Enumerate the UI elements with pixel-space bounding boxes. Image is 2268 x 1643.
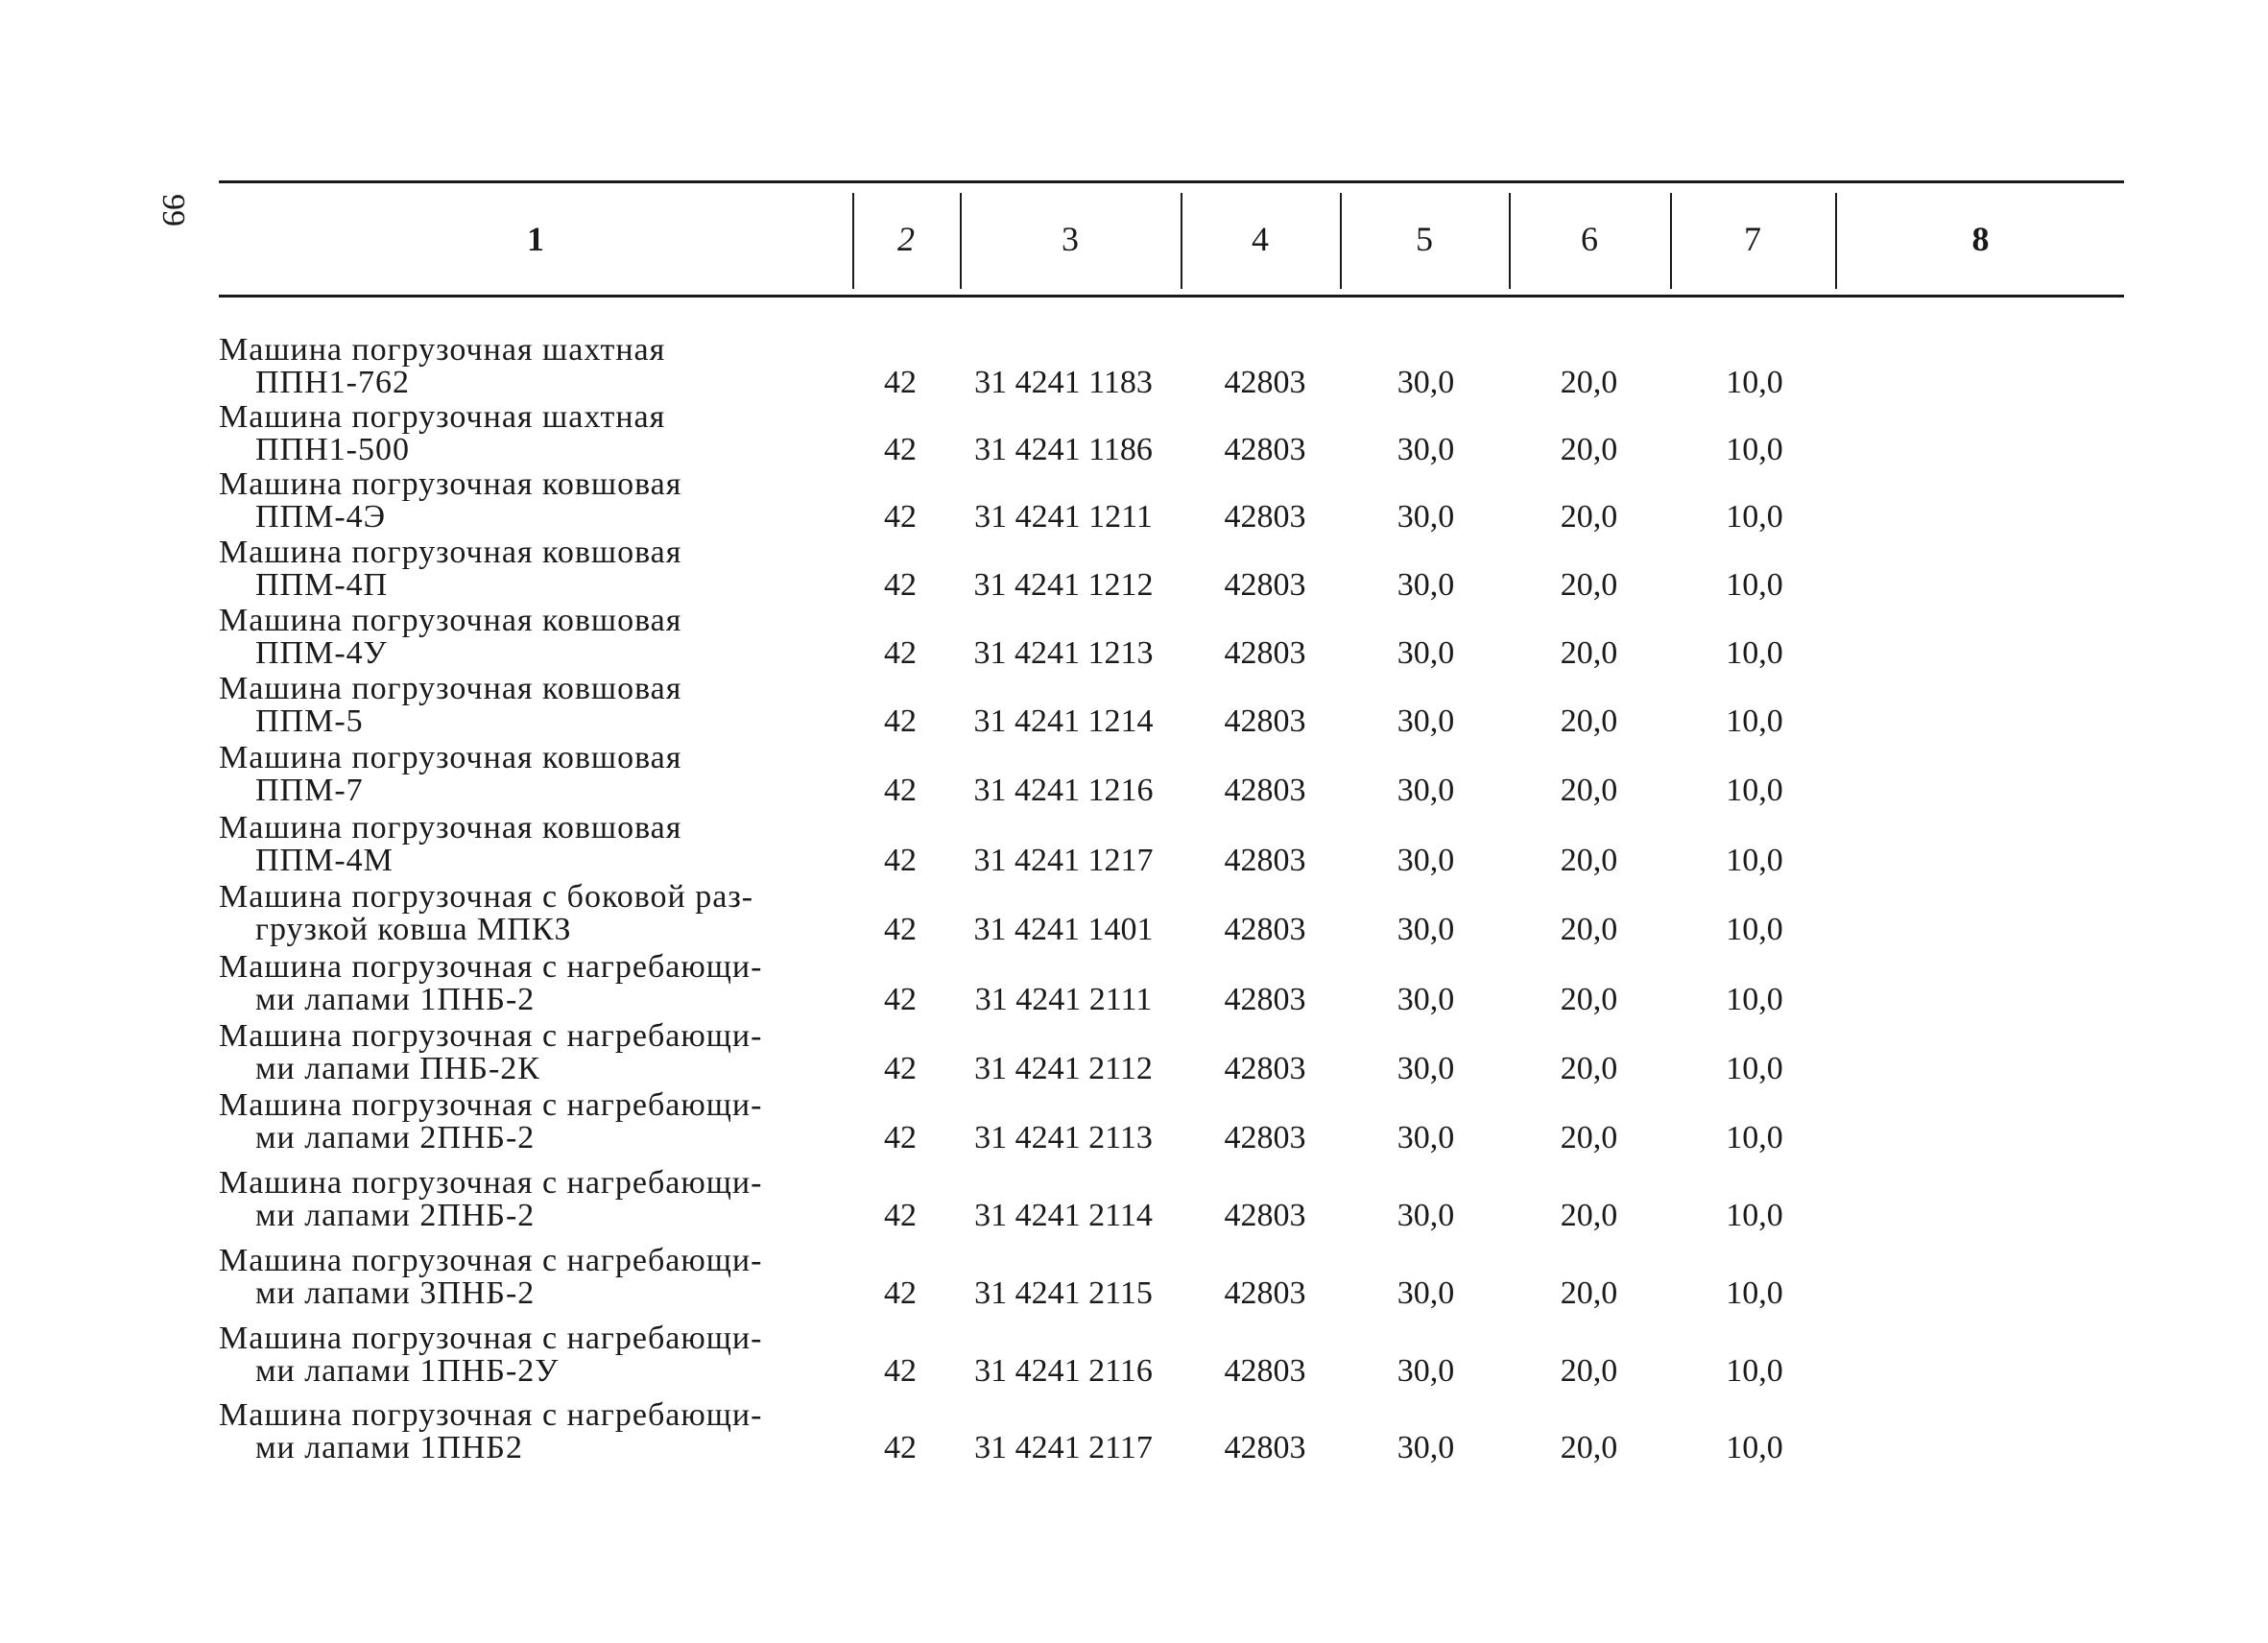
cell-col-6: 20,0 xyxy=(1560,843,1618,878)
cell-col-4: 42803 xyxy=(1224,703,1306,739)
cell-col-3: 31 4241 1217 xyxy=(973,843,1154,878)
item-name-line-2: ми лапами 2ПНБ-2 xyxy=(255,1120,536,1155)
cell-col-5: 30,0 xyxy=(1397,567,1455,603)
item-name-line-1: Машина погрузочная ковшовая xyxy=(219,810,682,845)
cell-col-3: 31 4241 2116 xyxy=(974,1353,1153,1389)
cell-col-5: 30,0 xyxy=(1397,982,1455,1017)
header-col-4: 4 xyxy=(1252,220,1269,258)
cell-col-3: 31 4241 2114 xyxy=(974,1198,1153,1233)
cell-col-5: 30,0 xyxy=(1397,1120,1455,1155)
item-name-line-2: ми лапами ПНБ-2К xyxy=(255,1051,540,1086)
item-name-line-2: ми лапами 3ПНБ-2 xyxy=(255,1275,536,1311)
cell-col-4: 42803 xyxy=(1224,365,1306,400)
item-name-line-1: Машина погрузочная с нагребающи- xyxy=(219,1397,763,1433)
cell-col-2: 42 xyxy=(884,703,917,739)
cell-col-2: 42 xyxy=(884,982,917,1017)
cell-col-4: 42803 xyxy=(1224,432,1306,467)
cell-col-2: 42 xyxy=(884,1430,917,1465)
cell-col-7: 10,0 xyxy=(1726,365,1783,400)
cell-col-2: 42 xyxy=(884,1198,917,1233)
cell-col-4: 42803 xyxy=(1224,912,1306,947)
cell-col-3: 31 4241 2112 xyxy=(974,1051,1153,1086)
table-row xyxy=(219,1245,2124,1314)
item-name xyxy=(219,605,843,670)
cell-col-2: 42 xyxy=(884,773,917,808)
cell-col-2: 42 xyxy=(884,432,917,467)
header-col-8: 8 xyxy=(1971,220,1990,258)
item-name-line-2: ППМ-4М xyxy=(255,843,394,878)
cell-col-4: 42803 xyxy=(1224,1275,1306,1311)
item-name xyxy=(219,1089,843,1155)
cell-col-4: 42803 xyxy=(1224,1120,1306,1155)
table-row xyxy=(219,812,2124,881)
cell-col-4: 42803 xyxy=(1224,499,1306,535)
item-name-line-1: Машина погрузочная с нагребающи- xyxy=(219,1321,763,1356)
cell-col-2: 42 xyxy=(884,912,917,947)
cell-col-4: 42803 xyxy=(1224,567,1306,603)
header-col-5: 5 xyxy=(1416,220,1433,258)
cell-col-7: 10,0 xyxy=(1726,703,1783,739)
cell-col-6: 20,0 xyxy=(1560,1120,1618,1155)
cell-col-2: 42 xyxy=(884,1275,917,1311)
cell-col-7: 10,0 xyxy=(1726,1198,1783,1233)
cell-col-3: 31 4241 2111 xyxy=(974,982,1153,1017)
cell-col-5: 30,0 xyxy=(1397,773,1455,808)
item-name-line-2: ППН1-762 xyxy=(255,365,410,400)
cell-col-7: 10,0 xyxy=(1726,499,1783,535)
cell-col-4: 42803 xyxy=(1224,1353,1306,1389)
item-name xyxy=(219,673,843,738)
cell-col-4: 42803 xyxy=(1224,843,1306,878)
cell-col-6: 20,0 xyxy=(1560,365,1618,400)
item-name xyxy=(219,951,843,1016)
cell-col-4: 42803 xyxy=(1224,982,1306,1017)
table-row xyxy=(219,881,2124,950)
cell-col-6: 20,0 xyxy=(1560,982,1618,1017)
item-name xyxy=(219,1245,843,1310)
cell-col-3: 31 4241 1212 xyxy=(973,567,1154,603)
cell-col-7: 10,0 xyxy=(1726,635,1783,671)
cell-col-5: 30,0 xyxy=(1397,843,1455,878)
cell-col-5: 30,0 xyxy=(1397,1353,1455,1389)
cell-col-5: 30,0 xyxy=(1397,1198,1455,1233)
header-col-6: 6 xyxy=(1581,220,1598,258)
table-row xyxy=(219,468,2124,537)
cell-col-3: 31 4241 1214 xyxy=(973,703,1154,739)
cell-col-6: 20,0 xyxy=(1560,432,1618,467)
item-name-line-2: ППМ-7 xyxy=(255,773,364,808)
table-row xyxy=(219,334,2124,403)
item-name-line-2: ППМ-4У xyxy=(255,635,388,671)
item-name-line-2: ППМ-4П xyxy=(255,567,389,603)
cell-col-4: 42803 xyxy=(1224,635,1306,671)
cell-col-7: 10,0 xyxy=(1726,1120,1783,1155)
cell-col-2: 42 xyxy=(884,365,917,400)
cell-col-6: 20,0 xyxy=(1560,499,1618,535)
cell-col-4: 42803 xyxy=(1224,1430,1306,1465)
item-name-line-1: Машина погрузочная с боковой раз- xyxy=(219,879,754,915)
item-name xyxy=(219,334,843,399)
table-row xyxy=(219,1167,2124,1236)
cell-col-7: 10,0 xyxy=(1726,912,1783,947)
table-row xyxy=(219,1322,2124,1392)
item-name xyxy=(219,1167,843,1232)
cell-col-5: 30,0 xyxy=(1397,1275,1455,1311)
cell-col-7: 10,0 xyxy=(1726,1430,1783,1465)
cell-col-3: 31 4241 2113 xyxy=(974,1120,1153,1155)
item-name-line-1: Машина погрузочная с нагребающи- xyxy=(219,1243,763,1278)
header-col-3: 3 xyxy=(1062,220,1079,258)
item-name-line-1: Машина погрузочная ковшовая xyxy=(219,671,682,706)
table-row xyxy=(219,951,2124,1020)
table-row xyxy=(219,401,2124,470)
cell-col-4: 42803 xyxy=(1224,1198,1306,1233)
item-name-line-1: Машина погрузочная с нагребающи- xyxy=(219,1018,763,1054)
cell-col-6: 20,0 xyxy=(1560,773,1618,808)
cell-col-2: 42 xyxy=(884,1120,917,1155)
table-header xyxy=(219,183,2124,295)
header-col-2: 2 xyxy=(897,220,915,258)
cell-col-5: 30,0 xyxy=(1397,1430,1455,1465)
item-name-line-2: ППМ-4Э xyxy=(255,499,387,535)
cell-col-6: 20,0 xyxy=(1560,1430,1618,1465)
item-name xyxy=(219,881,843,946)
cell-col-3: 31 4241 2115 xyxy=(974,1275,1153,1311)
cell-col-2: 42 xyxy=(884,567,917,603)
item-name-line-1: Машина погрузочная ковшовая xyxy=(219,535,682,570)
cell-col-7: 10,0 xyxy=(1726,1353,1783,1389)
page-number: 99 xyxy=(155,194,191,226)
cell-col-2: 42 xyxy=(884,843,917,878)
cell-col-7: 10,0 xyxy=(1726,432,1783,467)
cell-col-2: 42 xyxy=(884,635,917,671)
item-name-line-2: ми лапами 2ПНБ-2 xyxy=(255,1198,536,1233)
item-name-line-1: Машина погрузочная шахтная xyxy=(219,332,666,368)
cell-col-5: 30,0 xyxy=(1397,635,1455,671)
cell-col-3: 31 4241 1211 xyxy=(974,499,1153,535)
item-name-line-1: Машина погрузочная ковшовая xyxy=(219,740,682,775)
table-row xyxy=(219,742,2124,811)
cell-col-5: 30,0 xyxy=(1397,1051,1455,1086)
item-name-line-1: Машина погрузочная с нагребающи- xyxy=(219,949,763,985)
item-name-line-2: ППН1-500 xyxy=(255,432,410,467)
cell-col-6: 20,0 xyxy=(1560,635,1618,671)
item-name-line-2: грузкой ковша МПКЗ xyxy=(255,912,572,947)
cell-col-6: 20,0 xyxy=(1560,1275,1618,1311)
cell-col-5: 30,0 xyxy=(1397,912,1455,947)
cell-col-7: 10,0 xyxy=(1726,982,1783,1017)
table-header-rule xyxy=(219,295,2124,298)
cell-col-6: 20,0 xyxy=(1560,1198,1618,1233)
item-name xyxy=(219,812,843,877)
item-name-line-1: Машина погрузочная с нагребающи- xyxy=(219,1165,763,1201)
cell-col-7: 10,0 xyxy=(1726,1275,1783,1311)
item-name xyxy=(219,536,843,602)
cell-col-3: 31 4241 1216 xyxy=(973,773,1154,808)
cell-col-2: 42 xyxy=(884,1051,917,1086)
cell-col-6: 20,0 xyxy=(1560,912,1618,947)
table-row xyxy=(219,536,2124,606)
cell-col-6: 20,0 xyxy=(1560,567,1618,603)
cell-col-3: 31 4241 1213 xyxy=(973,635,1154,671)
item-name-line-2: ми лапами 1ПНБ-2 xyxy=(255,982,536,1017)
item-name-line-2: ми лапами 1ПНБ2 xyxy=(255,1430,523,1465)
table-row xyxy=(219,1399,2124,1468)
cell-col-3: 31 4241 1186 xyxy=(974,432,1153,467)
table-row xyxy=(219,1020,2124,1089)
cell-col-7: 10,0 xyxy=(1726,843,1783,878)
cell-col-6: 20,0 xyxy=(1560,1353,1618,1389)
cell-col-5: 30,0 xyxy=(1397,432,1455,467)
header-col-1: 1 xyxy=(527,220,544,258)
cell-col-3: 31 4241 1401 xyxy=(973,912,1154,947)
item-name xyxy=(219,401,843,466)
item-name-line-1: Машина погрузочная шахтная xyxy=(219,399,666,435)
header-col-7: 7 xyxy=(1744,220,1761,258)
cell-col-3: 31 4241 2117 xyxy=(974,1430,1153,1465)
item-name xyxy=(219,1399,843,1464)
item-name xyxy=(219,742,843,807)
item-name-line-1: Машина погрузочная с нагребающи- xyxy=(219,1087,763,1123)
cell-col-7: 10,0 xyxy=(1726,1051,1783,1086)
cell-col-4: 42803 xyxy=(1224,1051,1306,1086)
item-name xyxy=(219,1020,843,1085)
table-row xyxy=(219,673,2124,742)
cell-col-7: 10,0 xyxy=(1726,773,1783,808)
item-name xyxy=(219,1322,843,1388)
cell-col-6: 20,0 xyxy=(1560,1051,1618,1086)
item-name-line-2: ми лапами 1ПНБ-2У xyxy=(255,1353,560,1389)
cell-col-5: 30,0 xyxy=(1397,365,1455,400)
table-row xyxy=(219,1089,2124,1158)
cell-col-7: 10,0 xyxy=(1726,567,1783,603)
item-name-line-1: Машина погрузочная ковшовая xyxy=(219,603,682,638)
item-name-line-1: Машина погрузочная ковшовая xyxy=(219,466,682,502)
cell-col-5: 30,0 xyxy=(1397,703,1455,739)
item-name xyxy=(219,468,843,534)
cell-col-2: 42 xyxy=(884,1353,917,1389)
item-name-line-2: ППМ-5 xyxy=(255,703,364,739)
cell-col-5: 30,0 xyxy=(1397,499,1455,535)
cell-col-3: 31 4241 1183 xyxy=(974,365,1153,400)
cell-col-2: 42 xyxy=(884,499,917,535)
cell-col-6: 20,0 xyxy=(1560,703,1618,739)
table-row xyxy=(219,605,2124,674)
cell-col-4: 42803 xyxy=(1224,773,1306,808)
